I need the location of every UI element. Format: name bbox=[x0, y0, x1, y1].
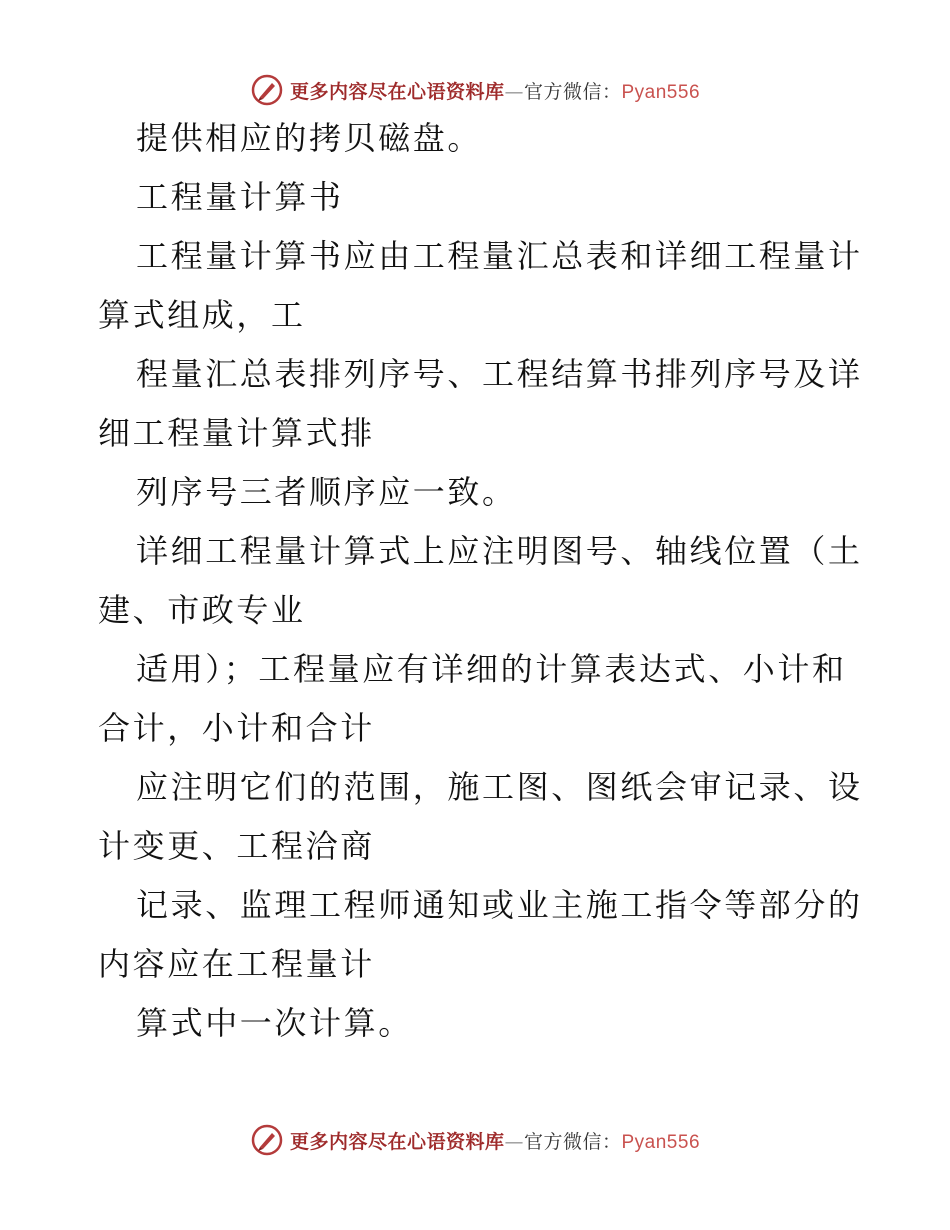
banner-brand: 更多内容尽在心语资料库 bbox=[289, 80, 505, 103]
section-heading: 工程量计算书 bbox=[136, 178, 344, 216]
banner-subtitle: 官方微信： bbox=[523, 1130, 622, 1153]
banner-subtitle: 官方微信： bbox=[523, 80, 622, 103]
text-line: 计变更、工程洽商 bbox=[98, 827, 375, 865]
text-line: 提供相应的拷贝磁盘。 bbox=[136, 119, 483, 157]
text-line: 适用）；工程量应有详细的计算表达式、小计和 bbox=[136, 650, 847, 688]
text-line: 算式中一次计算。 bbox=[136, 1004, 413, 1042]
banner-brand: 更多内容尽在心语资料库 bbox=[289, 1130, 505, 1153]
banner-wechat-id: Pyan556 bbox=[621, 81, 701, 103]
text-line: 工程量计算书应由工程量汇总表和详细工程量计 bbox=[136, 237, 863, 275]
banner-text bbox=[290, 1127, 700, 1154]
document-body bbox=[98, 119, 863, 1066]
pen-logo-icon bbox=[250, 1123, 284, 1157]
text-line: 建、市政专业 bbox=[98, 591, 306, 629]
text-line: 程量汇总表排列序号、工程结算书排列序号及详 bbox=[136, 355, 863, 393]
banner-separator: — bbox=[504, 80, 524, 103]
banner-text bbox=[290, 77, 700, 104]
text-line: 记录、监理工程师通知或业主施工指令等部分的 bbox=[136, 886, 863, 924]
banner-wechat-id: Pyan556 bbox=[621, 1131, 701, 1153]
text-line: 算式组成，工 bbox=[98, 296, 306, 334]
pen-logo-icon bbox=[250, 73, 284, 107]
text-line: 合计，小计和合计 bbox=[98, 709, 375, 747]
header-banner bbox=[0, 70, 950, 110]
text-line: 细工程量计算式排 bbox=[98, 414, 375, 452]
text-line: 列序号三者顺序应一致。 bbox=[136, 473, 517, 511]
footer-banner bbox=[0, 1120, 950, 1160]
banner-separator: — bbox=[504, 1130, 524, 1153]
text-line: 应注明它们的范围，施工图、图纸会审记录、设 bbox=[136, 768, 863, 806]
text-line: 详细工程量计算式上应注明图号、轴线位置（土 bbox=[136, 532, 863, 570]
text-line: 内容应在工程量计 bbox=[98, 945, 375, 983]
